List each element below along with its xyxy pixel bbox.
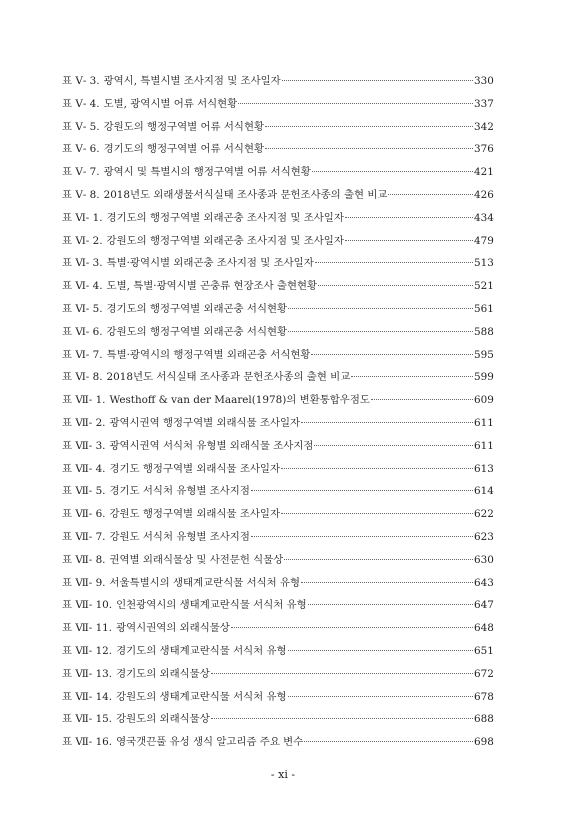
toc-entry[interactable]	[62, 368, 492, 391]
toc-entry[interactable]	[62, 72, 492, 95]
table-title: 경기도 행정구역별 외래식물 조사일자	[109, 462, 280, 475]
dot-leader	[265, 126, 473, 127]
page-ref: 630	[474, 553, 494, 566]
toc-entry[interactable]	[62, 437, 492, 460]
toc-entry[interactable]	[62, 254, 492, 277]
toc-entry[interactable]	[62, 596, 492, 619]
table-label: 표 Ⅶ- 8.	[62, 553, 106, 566]
table-title: 강원도의 생태계교란식물 서식처 유형	[116, 690, 287, 703]
toc-entry[interactable]	[62, 414, 492, 437]
toc-entry[interactable]	[62, 665, 492, 688]
page-ref: 678	[474, 690, 494, 703]
page-ref: 588	[474, 325, 494, 338]
table-label: 표 Ⅶ- 6.	[62, 508, 106, 521]
page-ref: 376	[474, 143, 494, 156]
page-ref: 614	[474, 485, 494, 498]
dot-leader	[318, 285, 473, 286]
toc-entry[interactable]	[62, 209, 492, 232]
table-label: 표 Ⅴ- 8.	[62, 188, 100, 201]
toc-entry[interactable]	[62, 391, 492, 414]
table-list	[62, 72, 492, 756]
dot-leader	[301, 422, 473, 423]
table-label: 표 Ⅶ- 2.	[62, 416, 106, 429]
table-title: 광역시권역 행정구역별 외래식물 조사일자	[109, 416, 301, 429]
dot-leader	[265, 148, 473, 149]
table-title: 강원도의 외래식물상	[116, 713, 210, 726]
table-label: 표 Ⅶ- 3.	[62, 439, 106, 452]
dot-leader	[314, 445, 473, 446]
table-title: 특별·광역시의 행정구역별 외래곤충 서식현황	[106, 348, 311, 361]
page-number: - xi -	[270, 768, 296, 781]
table-label: 표 Ⅶ- 9.	[62, 576, 106, 589]
table-label: 표 Ⅴ- 3.	[62, 75, 100, 87]
toc-entry[interactable]	[62, 505, 492, 528]
toc-entry[interactable]	[62, 460, 492, 483]
toc-entry[interactable]	[62, 688, 492, 711]
page-ref: 434	[474, 211, 494, 224]
dot-leader	[345, 217, 473, 218]
dot-leader	[211, 718, 473, 719]
table-title: 강원도 행정구역별 외래식물 조사일자	[109, 508, 280, 521]
dot-leader	[288, 650, 473, 651]
toc-entry[interactable]	[62, 528, 492, 551]
page-ref: 421	[474, 166, 494, 179]
dot-leader	[211, 673, 473, 674]
toc-entry[interactable]	[62, 140, 492, 163]
dot-leader	[388, 194, 473, 195]
page-ref: 611	[474, 416, 494, 429]
toc-entry[interactable]	[62, 186, 492, 209]
table-title: 경기도의 행정구역별 어류 서식현황	[103, 143, 265, 156]
dot-leader	[312, 171, 473, 172]
table-title: 광역시 및 특별시의 행정구역별 어류 서식현황	[103, 166, 311, 179]
table-title: 강원도의 행정구역별 외래곤충 서식현황	[106, 325, 288, 338]
table-label: 표 Ⅶ- 16.	[62, 736, 113, 749]
table-title: 경기도의 행정구역별 외래곤충 조사지점 및 조사일자	[106, 211, 344, 224]
toc-entry[interactable]	[62, 95, 492, 118]
page-ref: 342	[474, 120, 494, 133]
toc-entry[interactable]	[62, 346, 492, 369]
table-title: 2018년도 외래생물서식실태 조사종과 문헌조사종의 출현 비교	[103, 188, 388, 201]
table-label: 표 Ⅵ- 8.	[62, 371, 103, 384]
table-title: 경기도의 생태계교란식물 서식처 유형	[116, 644, 287, 657]
page-ref: 672	[474, 667, 494, 680]
toc-entry[interactable]	[62, 619, 492, 642]
table-title: 2018년도 서식실태 조사종과 문헌조사종의 출현 비교	[106, 371, 351, 384]
table-label: 표 Ⅵ- 2.	[62, 234, 103, 247]
table-label: 표 Ⅴ- 4.	[62, 97, 100, 110]
dot-leader	[281, 468, 473, 469]
table-title: 광역시권역의 외래식물상	[116, 622, 230, 635]
table-title: 도별, 광역시별 어류 서식현황	[103, 97, 238, 110]
page-ref: 337	[474, 97, 494, 110]
dot-leader	[311, 354, 473, 355]
table-label: 표 Ⅶ- 14.	[62, 690, 113, 703]
table-label: 표 Ⅶ- 1.	[62, 394, 106, 407]
table-title: 강원도의 행정구역별 외래곤충 조사지점 및 조사일자	[106, 234, 344, 247]
table-title: 권역별 외래식물상 및 사전문헌 식물상	[109, 553, 284, 566]
page-ref: 688	[474, 713, 494, 726]
table-title: 광역시권역 서식처 유형별 외래식물 조사지점	[109, 439, 314, 452]
table-label: 표 Ⅶ- 13.	[62, 667, 113, 680]
table-title: Westhoff & van der Maarel(1978)의 변환통합우점도	[109, 394, 370, 407]
dot-leader	[288, 696, 473, 697]
table-label: 표 Ⅵ- 5.	[62, 302, 103, 315]
toc-entry[interactable]	[62, 277, 492, 300]
table-title: 광역시, 특별시별 조사지점 및 조사일자	[103, 75, 281, 87]
page-ref: 513	[474, 257, 494, 270]
table-title: 경기도 서식처 유형별 조사지점	[109, 485, 250, 498]
table-label: 표 Ⅶ- 5.	[62, 485, 106, 498]
toc-entry[interactable]	[62, 163, 492, 186]
page-ref: 330	[474, 75, 494, 87]
table-label: 표 Ⅴ- 6.	[62, 143, 100, 156]
page-ref: 609	[474, 394, 494, 407]
toc-entry[interactable]	[62, 574, 492, 597]
toc-entry[interactable]	[62, 551, 492, 574]
page-ref: 426	[474, 188, 494, 201]
page-ref: 648	[474, 622, 494, 635]
table-label: 표 Ⅶ- 12.	[62, 644, 113, 657]
dot-leader	[371, 399, 473, 400]
page-ref: 613	[474, 462, 494, 475]
dot-leader	[315, 262, 473, 263]
table-label: 표 Ⅶ- 4.	[62, 462, 106, 475]
table-title: 특별·광역시별 외래곤충 조사지점 및 조사일자	[106, 257, 314, 270]
table-title: 경기도의 외래식물상	[116, 667, 210, 680]
table-title: 영국갯끈풀 유성 생식 알고리즘 주요 변수	[116, 736, 304, 749]
table-label: 표 Ⅶ- 7.	[62, 530, 106, 543]
dot-leader	[351, 376, 473, 377]
page-ref: 643	[474, 576, 494, 589]
dot-leader	[251, 490, 473, 491]
dot-leader	[308, 604, 473, 605]
page-ref: 647	[474, 599, 494, 612]
page-ref: 521	[474, 280, 494, 293]
dot-leader	[231, 627, 473, 628]
page-ref: 479	[474, 234, 494, 247]
page-ref: 623	[474, 530, 494, 543]
page-ref: 622	[474, 508, 494, 521]
table-label: 표 Ⅶ- 15.	[62, 713, 113, 726]
page-ref: 611	[474, 439, 494, 452]
table-title: 서울특별시의 생태계교란식물 서식처 유형	[109, 576, 301, 589]
toc-entry[interactable]	[62, 482, 492, 505]
page-ref: 698	[474, 736, 494, 749]
toc-entry[interactable]	[62, 118, 492, 141]
table-label: 표 Ⅵ- 7.	[62, 348, 103, 361]
table-label: 표 Ⅵ- 3.	[62, 257, 103, 270]
table-label: 표 Ⅵ- 1.	[62, 211, 103, 224]
table-title: 강원도 서식처 유형별 조사지점	[109, 530, 250, 543]
dot-leader	[345, 240, 473, 241]
dot-leader	[251, 536, 473, 537]
toc-entry[interactable]	[62, 323, 492, 346]
dot-leader	[238, 103, 473, 104]
dot-leader	[301, 582, 473, 583]
toc-entry[interactable]	[62, 710, 492, 733]
dot-leader	[282, 80, 473, 81]
dot-leader	[281, 513, 473, 514]
toc-entry[interactable]	[62, 232, 492, 255]
table-label: 표 Ⅴ- 5.	[62, 120, 100, 133]
dot-leader	[284, 559, 473, 560]
table-title: 강원도의 행정구역별 어류 서식현황	[103, 120, 265, 133]
table-label: 표 Ⅴ- 7.	[62, 166, 100, 179]
table-label: 표 Ⅵ- 4.	[62, 280, 103, 293]
table-title: 인천광역시의 생태계교란식물 서식처 유형	[116, 599, 307, 612]
toc-entry[interactable]	[62, 733, 492, 756]
dot-leader	[288, 308, 473, 309]
dot-leader	[304, 741, 473, 742]
table-label: 표 Ⅶ- 10.	[62, 599, 113, 612]
page-ref: 651	[474, 644, 494, 657]
page-ref: 595	[474, 348, 494, 361]
table-title: 경기도의 행정구역별 외래곤충 서식현황	[106, 302, 288, 315]
table-title: 도별, 특별·광역시별 곤충류 현장조사 출현현황	[106, 280, 318, 293]
dot-leader	[288, 331, 473, 332]
toc-entry[interactable]	[62, 642, 492, 665]
table-label: 표 Ⅶ- 11.	[62, 622, 113, 635]
toc-entry[interactable]	[62, 300, 492, 323]
page-ref: 561	[474, 302, 494, 315]
page-ref: 599	[474, 371, 494, 384]
table-label: 표 Ⅵ- 6.	[62, 325, 103, 338]
